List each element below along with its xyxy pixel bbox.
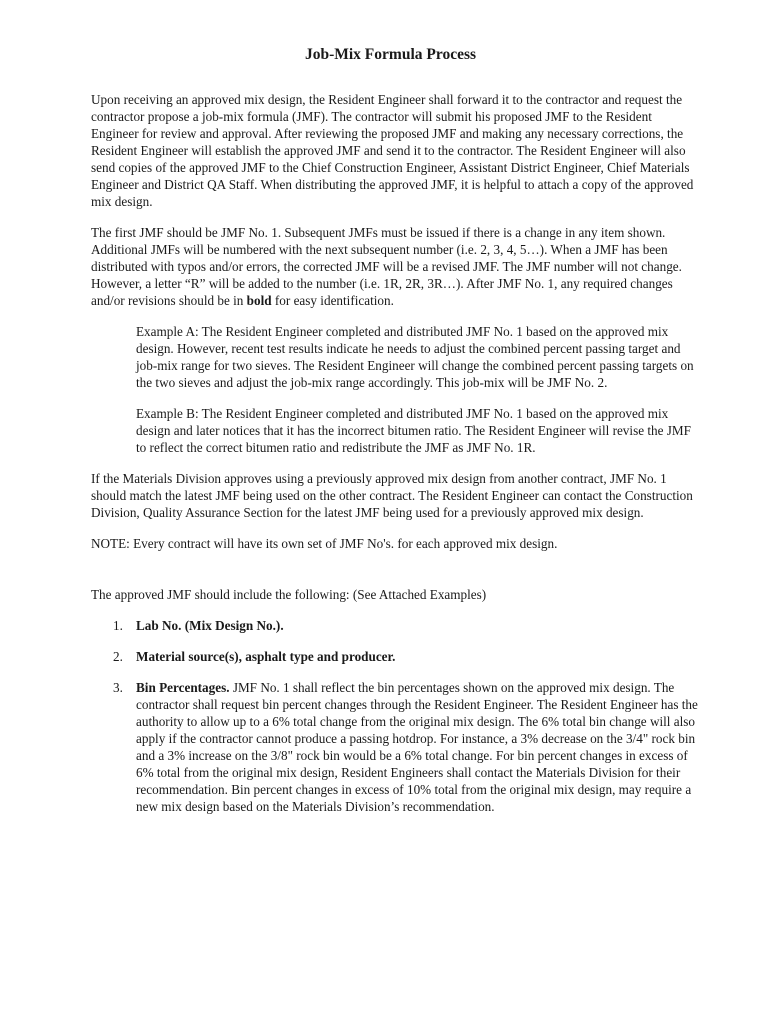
document-title: Job-Mix Formula Process	[304, 46, 477, 63]
list-item-number: 2.	[113, 649, 123, 664]
note: NOTE: Every contract will have its own set of JMF No's. for each approved mix design.	[91, 536, 558, 551]
paragraph-jmf-numbering-text: The first JMF should be JMF No. 1. Subsequent JMFs must be issued if there is a change in any item shown. Additional JMFs will be numbered with the next subsequent number (i.e. 2, 3, 4, 5…). When a JMF has been distributed with typos and/or errors, the corrected JMF will be a revised JMF. The JMF number will not change. However, a letter “R” will be added to the number (i.e. 1R, 2R, 3R…). After JMF No. 1, any required changes and/or revisions should be in	[91, 225, 682, 308]
list-item-heading: Lab No. (Mix Design No.).	[136, 618, 284, 633]
list-item-heading: Material source(s), asphalt type and producer.	[136, 649, 396, 664]
list-item-text: JMF No. 1 shall reflect the bin percentages shown on the approved mix design. The contractor shall request bin percent changes through the Resident Engineer. The Resident Engineer has the authority to allow up to a 6% total change from the original mix design. The 6% total bin change will also apply if the contractor cannot produce a passing hotdrop. For instance, a 3% decrease on the 3/4" rock bin and a 3% increase on the 3/8" rock bin would be a 6% total change. For bin percent changes in excess of 6% total from the original mix design, Resident Engineers shall contact the Materials Division for their recommendation. Bin percent changes in excess of 10% total from the original mix design, may require a new mix design based on the Materials Division’s recommendation.	[136, 680, 698, 814]
requirements-list	[91, 617, 700, 815]
bold-word: bold	[246, 293, 272, 308]
paragraph-previous-mix: If the Materials Division approves using a previously approved mix design from another contract, JMF No. 1 should match the latest JMF being used on the other contract. The Resident Engineer can contact the Construction Division, Quality Assurance Section for the latest JMF being used for a previously approved mix design.	[91, 471, 693, 520]
list-item-number: 1.	[113, 618, 123, 633]
list-item	[91, 679, 700, 815]
paragraph-jmf-numbering-end: for easy identification.	[271, 293, 394, 308]
example-b: Example B: The Resident Engineer completed and distributed JMF No. 1 based on the approved mix design and later notices that it has the incorrect bitumen ratio. The Resident Engineer will revise the JMF to reflect the correct bitumen ratio and redistribute the JMF as JMF No. 1R.	[136, 406, 691, 455]
list-item-number: 3.	[113, 680, 123, 695]
list-item	[91, 648, 700, 665]
list-item-heading: Bin Percentages.	[136, 680, 230, 695]
paragraph-intro: Upon receiving an approved mix design, the Resident Engineer shall forward it to the contractor and request the contractor propose a job-mix formula (JMF). The contractor will submit his proposed JMF to the Resident Engineer for review and approval. After reviewing the proposed JMF and making any necessary corrections, the Resident Engineer will establish the approved JMF and send it to the contractor. The Resident Engineer will also send copies of the approved JMF to the Chief Construction Engineer, Assistant District Engineer, Chief Materials Engineer and District QA Staff. When distributing the approved JMF, it is helpful to attach a copy of the approved mix design.	[91, 92, 694, 209]
list-intro: The approved JMF should include the following: (See Attached Examples)	[91, 587, 487, 602]
paragraph-jmf-numbering	[91, 224, 700, 309]
example-a: Example A: The Resident Engineer completed and distributed JMF No. 1 based on the approved mix design. However, recent test results indicate he needs to adjust the combined percent passing target and job-mix range for two sieves. The Resident Engineer will change the combined percent passing targets on the two sieves and adjust the job-mix range accordingly. This job-mix will be JMF No. 2.	[136, 324, 694, 390]
list-item	[91, 617, 700, 634]
